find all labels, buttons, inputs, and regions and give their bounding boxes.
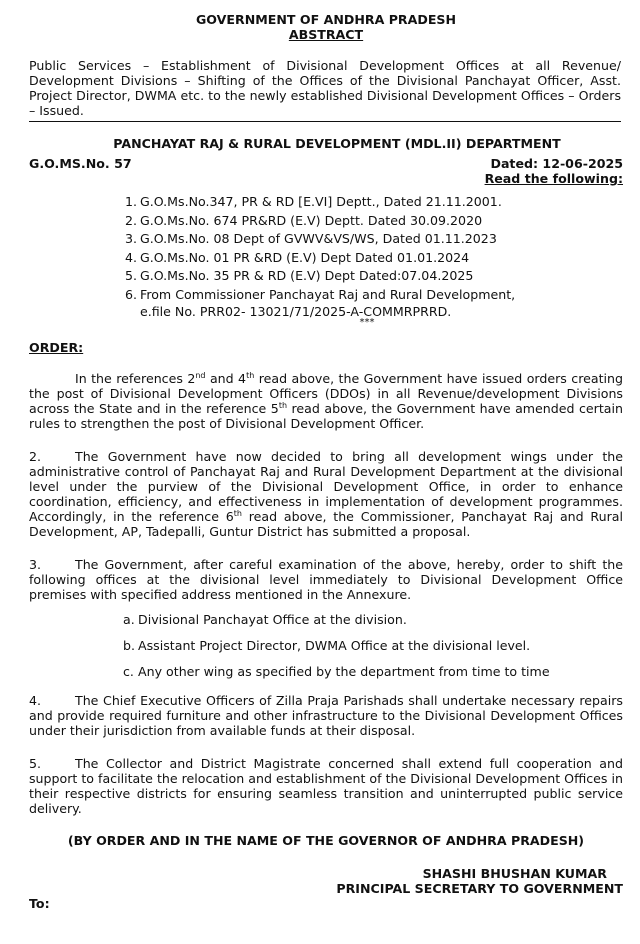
reference-item: 6. From Commissioner Panchayat Raj and Rural Development, e.file No. PRR02- 13021/71/2025-A-COMMRPRRD. (125, 286, 623, 320)
office-item: b. Assistant Project Director, DWMA Office at the divisional level. (123, 638, 531, 653)
office-list (29, 612, 623, 679)
closing-line: (BY ORDER AND IN THE NAME OF THE GOVERNOR OF ANDHRA PRADESH) (67, 833, 585, 848)
reference-item: 5. G.O.Ms.No. 35 PR & RD (E.V) Dept Dated:07.04.2025 (125, 268, 474, 283)
paragraph-2: 2. The Government have now decided to bring all development wings under the administrative control of Panchayat Raj and Rural Development Department at the divisional level under the purview of the Divisional Development Office, in order to enhance coordination, efficiency, and effectiveness in implementation of development programmes. Accordingly, in the reference 6th read above, the Commissioner, Panchayat Raj and Rural Development, AP, Tadepalli, Guntur District has submitted a proposal. (29, 449, 623, 539)
signature-block (29, 866, 623, 896)
reference-item: 3. G.O.Ms.No. 08 Dept of GVWV&VS/WS, Dated 01.11.2023 (125, 231, 497, 246)
office-item: a. Divisional Panchayat Office at the division. (123, 612, 407, 627)
subject-block (29, 58, 621, 122)
reference-list (29, 193, 623, 319)
to-label: To: (29, 896, 50, 911)
abstract-heading: ABSTRACT (288, 27, 364, 42)
subject-text: Public Services – Establishment of Divisional Development Offices at all Revenue/ Development Divisions – Shifting of the Offices of the Divisional Panchayat Officer, Asst. Project Director, DWMA etc. to the newly established Divisional Development Offices – Orders – Issued. (29, 58, 621, 118)
paragraph-4: 4. The Chief Executive Officers of Zilla Praja Parishads shall undertake necessary repairs and provide required furniture and other infrastructure to the Divisional Development Offices under their jurisdiction from available funds at their disposal. (29, 693, 623, 738)
go-number: G.O.MS.No. 57 (29, 156, 132, 171)
reference-continuation: e.file No. PRR02- 13021/71/2025-A-COMMRPRRD. (140, 304, 452, 319)
paragraph-3: 3. The Government, after careful examination of the above, hereby, order to shift the following offices at the divisional level immediately to Divisional Development Office premises with specified address mentioned in the Annexure. (29, 557, 623, 602)
reference-item: 4. G.O.Ms.No. 01 PR &RD (E.V) Dept Dated 01.01.2024 (125, 249, 470, 265)
office-item: c. Any other wing as specified by the department from time to time (123, 664, 550, 679)
signatory-name: SHASHI BHUSHAN KUMAR (422, 866, 607, 881)
go-row (29, 156, 623, 171)
separator-stars: *** (359, 317, 375, 328)
government-title: GOVERNMENT OF ANDHRA PRADESH (195, 12, 457, 27)
reference-item: 2. G.O.Ms.No. 674 PR&RD (E.V) Deptt. Dated 30.09.2020 (125, 212, 483, 228)
read-following-heading: Read the following: (484, 171, 623, 186)
order-heading: ORDER: (29, 340, 84, 355)
go-date: Dated: 12-06-2025 (490, 156, 623, 171)
department-heading: PANCHAYAT RAJ & RURAL DEVELOPMENT (MDL.II) DEPARTMENT (113, 136, 561, 151)
paragraph-1: In the references 2nd and 4th read above, the Government have issued orders creating the post of Divisional Development Officers (DDOs) in all Revenue/development Divisions across the State and in the reference 5th read above, the Government have amended certain rules to strengthen the post of Divisional Development Officer. (29, 371, 623, 431)
signatory-title: PRINCIPAL SECRETARY TO GOVERNMENT (336, 881, 623, 896)
paragraph-5: 5. The Collector and District Magistrate concerned shall extend full cooperation and support to facilitate the relocation and establishment of the Divisional Development Offices in their respective districts for ensuring seamless transition and uninterrupted public service delivery. (29, 756, 623, 816)
reference-item: 1. G.O.Ms.No.347, PR & RD [E.VI] Deptt., Dated 21.11.2001. (125, 194, 502, 209)
